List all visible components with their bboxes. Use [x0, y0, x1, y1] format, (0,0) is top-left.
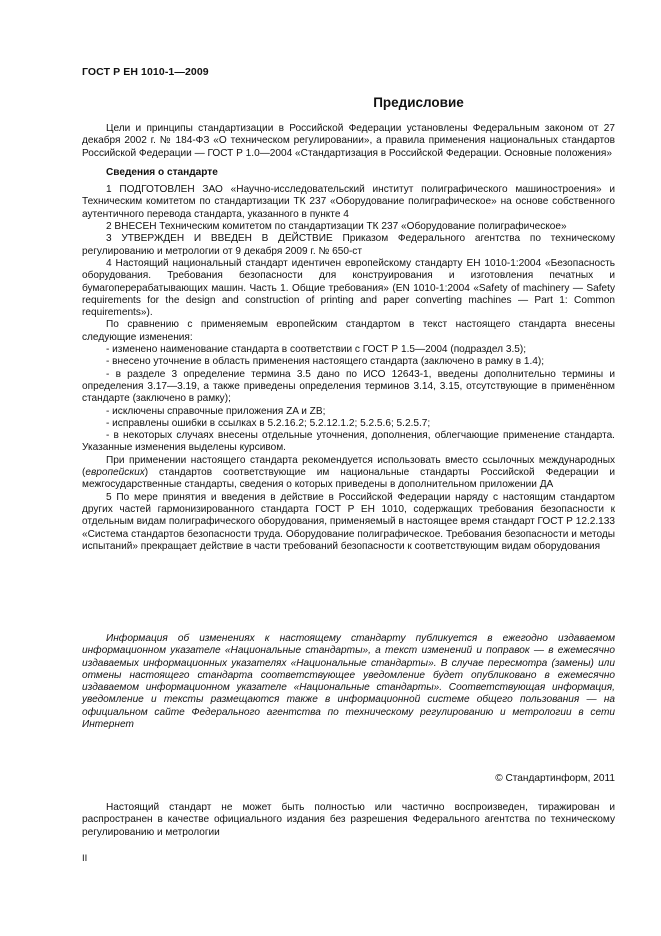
references-note-end: ) стандартов соответствующие им национальные стандарты Российской Федерации и межгосударственные стандарты, сведения о которых приведены в дополнительном приложении ДА — [82, 467, 615, 491]
item-1-prepared: 1 ПОДГОТОВЛЕН ЗАО «Научно-исследовательский институт полиграфического машиностроения» и Техническим комитетом по стандартизации ТК 237 «Оборудование полиграфическое» на основе собственного аутентичного перевода стандарта, указанного в пункте 4 — [82, 184, 615, 220]
change-item-1: - изменено наименование стандарта в соответствии с ГОСТ Р 1.5—2004 (подраздел 3.5); — [106, 344, 527, 356]
changes-information-text: Информация об изменениях к настоящему стандарту публикуется в ежегодно издаваемом информационном указателе «Национальные стандарты», а текст изменений и поправок — в ежемесячно издаваемых информационных указателях «Национальные стандарты». В случае пересмотра (замены) или отмены настоящего стандарта соответствующее уведомление будет опубликовано в ежемесячно издаваемом информационном указателе «Национальные стандарты». Соответствующая информация, уведомление и тексты размещаются также в информационной системе общего пользования — на официальном сайте Федерального агентства по техническому регулированию и метрологии в сети Интернет — [82, 633, 615, 731]
item-2-submitted: 2 ВНЕСЕН Техническим комитетом по стандартизации ТК 237 «Оборудование полиграфическое» — [106, 221, 567, 233]
reproduction-notice — [82, 802, 615, 839]
page-number: II — [82, 853, 88, 864]
standard-info-heading: Сведения о стандарте — [106, 166, 218, 178]
item-4-identical: 4 Настоящий национальный стандарт идентичен европейскому стандарту ЕН 1010-1:2004 «Безопасность оборудования. Требования безопасности для конструирования и изготовления печатных и бумагоперерабатывающих машин. Часть 1. Общие требования» (EN 1010-1:2004 «Safety of machinery — Safety requirements for the design and construction of printing and paper converting machines — Part 1: Common requirements»). — [82, 257, 615, 319]
references-note-start: При применении настоящего стандарта рекомендуется использовать вместо ссылочных международных ( — [82, 454, 615, 479]
intro-paragraph: Цели и принципы стандартизации в Российской Федерации установлены Федеральным законом от 27 декабря 2002 г. № 184-ФЗ «О техническом регулировании», а правила применения национальных стандартов Российской Федерации — ГОСТ Р 1.0—2004 «Стандартизация в Российской Федерации. Основные положения» — [82, 123, 615, 159]
change-item-6: - в некоторых случаях внесены отдельные уточнения, дополнения, облегчающие применение стандарта. Указанные изменения выделены курсивом. — [82, 430, 615, 454]
document-code-header: ГОСТ Р ЕН 1010-1—2009 — [82, 66, 209, 78]
item-4-changes-intro: По сравнению с применяемым европейским стандартом в текст настоящего стандарта внесены следующие изменения: — [82, 319, 615, 343]
page-title: Предисловие — [373, 95, 464, 110]
copyright-line: © Стандартинформ, 2011 — [495, 773, 615, 784]
change-item-5: - исправлены ошибки в ссылках в 5.2.16.2; 5.2.12.1.2; 5.2.5.6; 5.2.5.7; — [106, 417, 431, 429]
changes-information-block — [82, 633, 615, 731]
foreword-body — [82, 123, 615, 553]
change-item-3: - в разделе 3 определение термина 3.5 дано по ИСО 12643-1, введены дополнительно термины и определения 3.17—3.19, а также приведены определения терминов 3.14, 3.15, отсутствующие в применённом стандарте (заключено в рамку); — [82, 368, 615, 405]
change-item-4: - исключены справочные приложения ZA и ZB; — [106, 405, 326, 417]
reproduction-notice-text: Настоящий стандарт не может быть полностью или частично воспроизведен, тиражирован и распространен в качестве официального издания без разрешения Федерального агентства по техническому регулированию и метрологии — [82, 802, 615, 838]
item-3-approved: 3 УТВЕРЖДЕН И ВВЕДЕН В ДЕЙСТВИЕ Приказом Федерального агентства по техническому регулированию и метрологии от 9 декабря 2009 г. № 650-ст — [82, 233, 615, 257]
item-5-replacement: 5 По мере принятия и введения в действие в Российской Федерации наряду с настоящим стандартом других частей гармонизированного стандарта ГОСТ Р ЕН 1010, содержащих требования безопасности к отдельным видам полиграфического оборудования, применяемый в настоящее время стандарт ГОСТ Р 12.2.133 «Система стандартов безопасности труда. Оборудование полиграфическое. Требования безопасности и методы испытаний» прекращает действие в части требований безопасности к соответствующим видам оборудования — [82, 491, 616, 552]
item-4-references-note — [82, 455, 615, 492]
change-item-2: - внесено уточнение в область применения настоящего стандарта (заключено в рамку в 1.4); — [106, 356, 545, 368]
references-note-italic: европейских — [85, 467, 145, 479]
